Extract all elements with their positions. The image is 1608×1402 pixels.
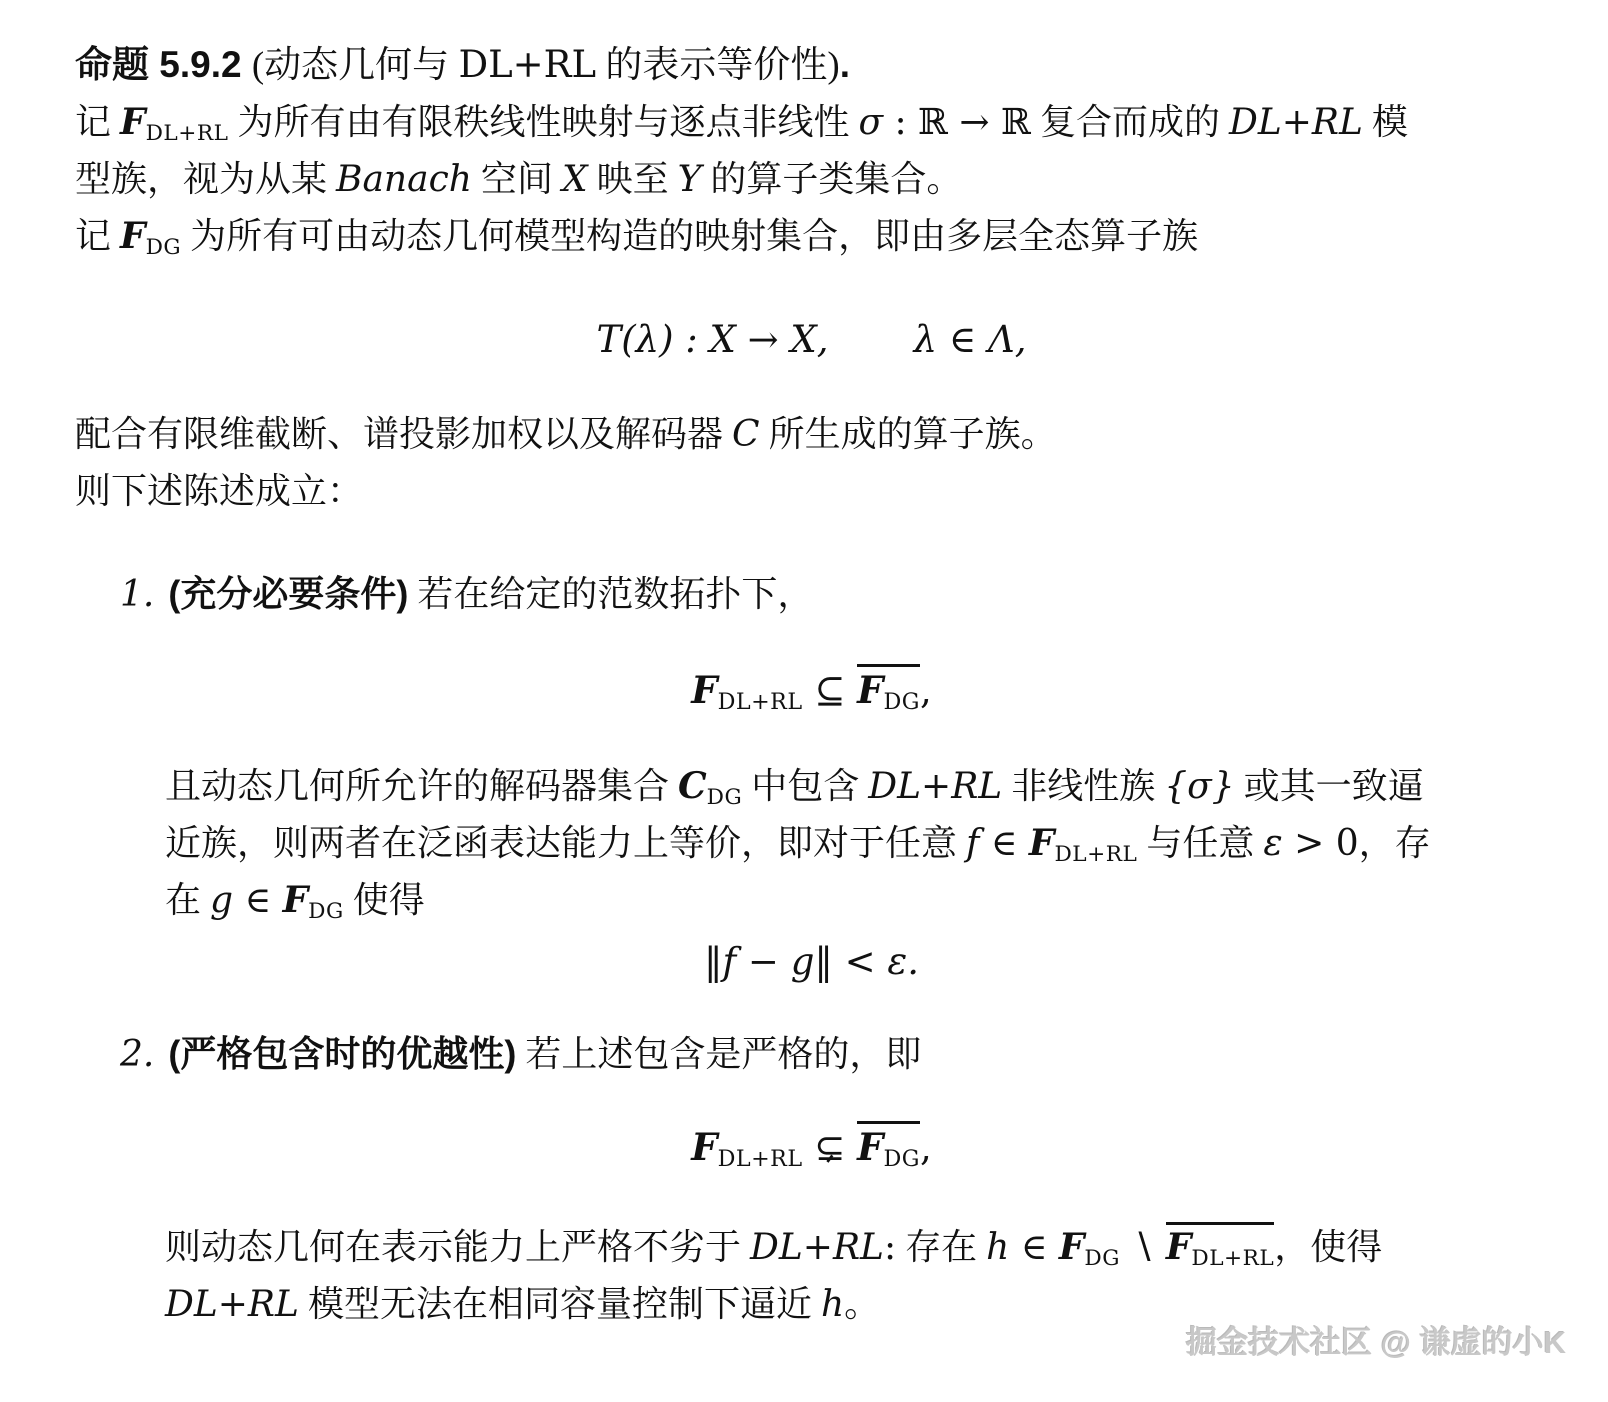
display-equation-subset: FDL+RL ⊆ FDG, <box>75 651 1548 732</box>
mathcal-C-DG: CDG <box>678 765 743 811</box>
closure-mathcal-F-DG: FDG <box>857 664 920 715</box>
watermark: 掘金技术社区 @ 谦虚的小K <box>1186 1325 1566 1360</box>
closure-mathcal-F-DG: FDG <box>857 1121 920 1172</box>
mathcal-F-DL+RL: FDL+RL <box>691 668 803 716</box>
list-item-2-heading: 2. (严格包含时的优越性) 若上述包含是严格的，即 <box>120 1033 922 1075</box>
list-item-1-body-line3: 在 g ∈ FDG 使得 <box>165 879 425 925</box>
mathcal-F-DG: FDG <box>282 879 344 925</box>
mathcal-F-DL+RL: FDL+RL <box>120 101 229 147</box>
list-item-1-heading: 1. (充分必要条件) 若在给定的范数拓扑下， <box>120 573 814 615</box>
list-item-1-body-line1: 且动态几何所允许的解码器集合 CDG 中包含 DL+RL 非线性族 {σ} 或其一致逼 <box>165 765 1424 811</box>
paragraph-f-dlrl-line2: 型族，视为从某 Banach 空间 X 映至 Y 的算子类集合。 <box>75 159 963 200</box>
display-equation-proper-subset: FDL+RL ⊊ FDG, <box>75 1108 1548 1189</box>
list-item-1-body-line2: 近族，则两者在泛函表达能力上等价，即对于任意 f ∈ FDL+RL 与任意 ε > 0，存 <box>165 822 1431 868</box>
paragraph-f-dg-line1: 记 FDG 为所有可由动态几何模型构造的映射集合，即由多层全态算子族 <box>75 215 1199 261</box>
mathcal-F-DG: FDG <box>120 215 182 261</box>
list-item-2-body-line2: DL+RL 模型无法在相同容量控制下逼近 h。 <box>165 1284 881 1325</box>
list-item-2-body-line1: 则动态几何在表示能力上严格不劣于 DL+RL: 存在 h ∈ FDG ∖ FDL+RL，使得 <box>165 1219 1548 1276</box>
mathcal-F-DL+RL: FDL+RL <box>691 1125 803 1173</box>
display-equation-operator-family: T(λ) : X → X, λ ∈ Λ, <box>596 318 1027 361</box>
display-equation-approx: ‖f − g‖ < ε. <box>703 940 920 983</box>
paragraph-f-dlrl-line1: 记 FDL+RL 为所有由有限秩线性映射与逐点非线性 σ : ℝ → ℝ 复合而成的 DL+RL 模 <box>75 101 1408 147</box>
proposition-title: 命题 5.9.2 (动态几何与 DL+RL 的表示等价性). <box>75 43 850 86</box>
paragraph-decoder: 配合有限维截断、谱投影加权以及解码器 C 所生成的算子族。 <box>75 414 1057 455</box>
closure-mathcal-F-DL+RL: FDL+RL <box>1166 1222 1274 1271</box>
mathcal-F-DG: FDG <box>1058 1226 1120 1272</box>
paragraph-statements-hold: 则下述陈述成立： <box>75 471 364 511</box>
mathcal-F-DL+RL: FDL+RL <box>1028 822 1138 868</box>
